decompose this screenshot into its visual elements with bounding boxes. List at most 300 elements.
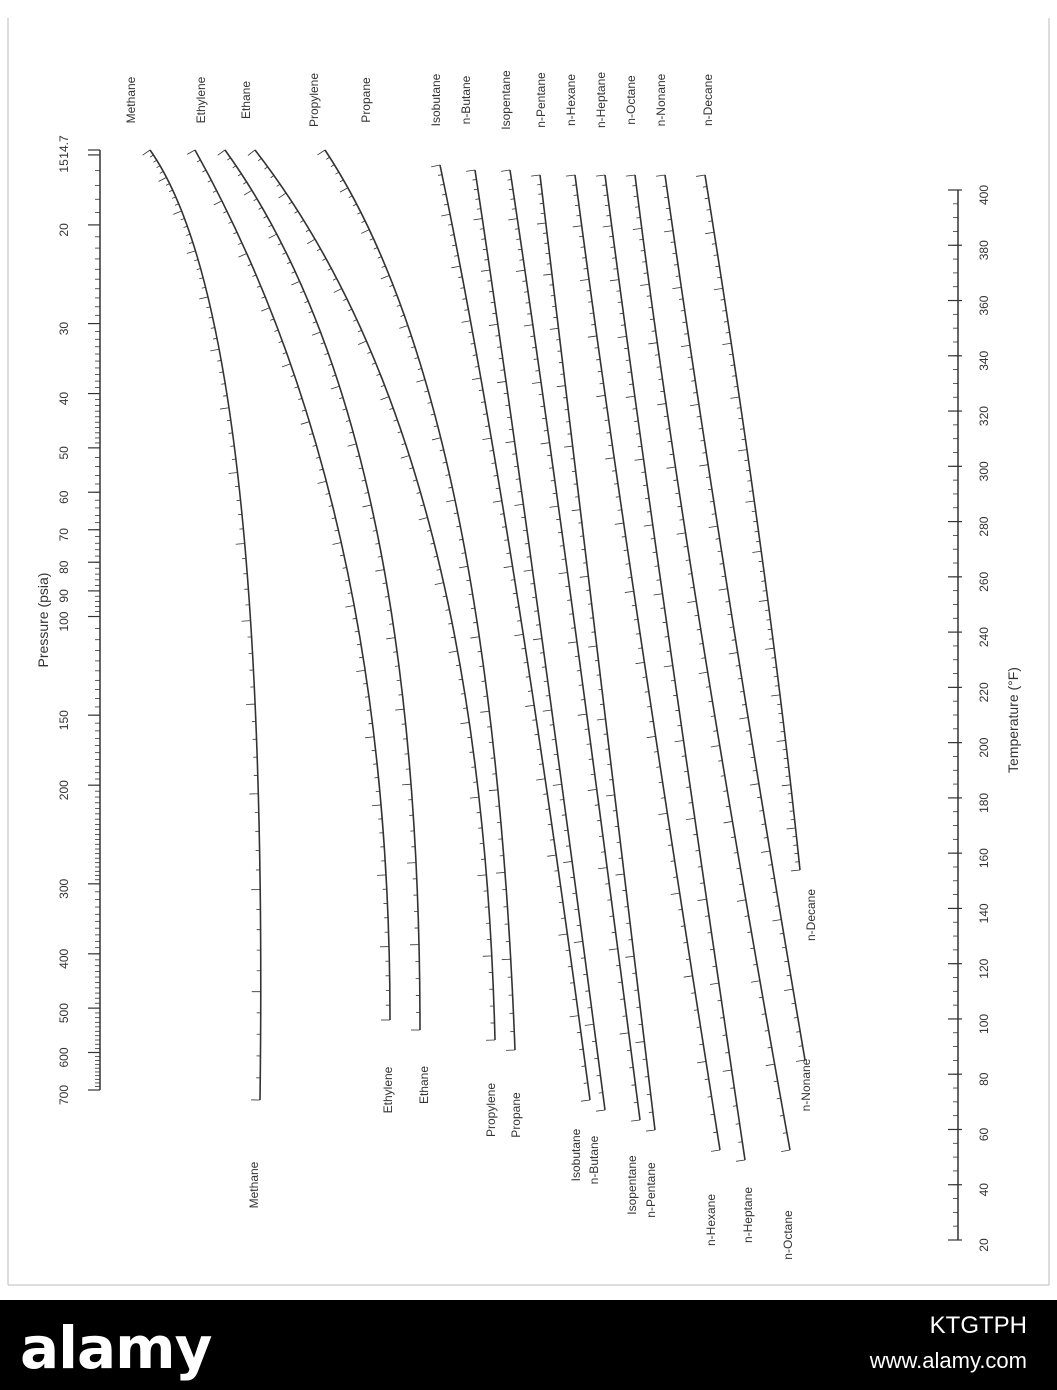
scale-tick-n-pentane [606,795,615,796]
scale-tick-propane [340,188,348,192]
bottom-label-ethane: Ethane [417,1065,431,1105]
scale-tick-n-butane [533,639,542,640]
scale-tick-n-butane [585,1024,594,1025]
scale-tick-n-butane [489,324,498,325]
scale-tick-isopentane [620,1033,629,1034]
scale-tick-propylene [317,249,320,251]
scale-tick-propane [326,157,329,159]
scale-tick-isopentane [616,965,620,966]
scale-tick-isopentane [526,303,530,304]
scale-tick-n-butane [570,877,574,878]
scale-tick-isobutane [536,779,545,780]
scale-tick-propane [335,172,338,174]
scale-tick-n-pentane [564,446,573,447]
scale-curve-n-pentane [540,175,655,1130]
scale-tick-propylene [470,797,479,798]
scale-tick-isopentane [565,586,569,587]
bottom-label-propane: Propane [509,1092,523,1138]
scale-tick-propylene [334,289,342,293]
temperature-tick-label: 160 [977,848,991,869]
scale-tick-isopentane [568,642,577,643]
scale-tick-ethylene [239,253,247,257]
temperature-tick-label: 220 [977,682,991,703]
scale-tick-n-butane [525,543,529,544]
scale-tick-propane [416,380,425,383]
scale-tick-propane [459,566,468,568]
scale-tick-isopentane [629,1067,633,1068]
scale-tick-ethane [362,505,371,507]
scale-tick-isopentane [549,506,558,507]
scale-tick-isopentane [551,480,555,481]
scale-tick-n-nonane [667,219,671,220]
scale-tick-n-octane [626,175,635,176]
scale-tick-n-decane [763,591,767,592]
scale-tick-n-butane [499,358,503,359]
scale-tick-n-decane [759,561,763,562]
scale-tick-ethane [227,158,230,160]
scale-tick-ethane [349,432,353,433]
scale-curve-propylene [255,150,495,1040]
scale-tick-ethylene [214,201,222,205]
pressure-tick-label: 40 [57,391,71,406]
scale-tick-n-heptane [619,313,623,314]
scale-tick-n-nonane [709,526,718,527]
scale-tick-n-octane [633,228,642,229]
scale-tick-n-octane [667,467,676,468]
scale-tick-n-hexane [603,408,607,409]
scale-tick-n-butane [481,270,490,271]
scale-tick-n-heptane [606,215,610,216]
top-label-n-decane: n-Decane [701,73,715,127]
scale-tick-n-butane [530,583,534,584]
scale-tick-n-heptane [602,185,606,186]
scale-tick-propane [370,238,374,240]
scale-tick-ethane [343,409,347,410]
scale-tick-propylene [380,397,388,400]
scale-tick-methane [210,349,219,351]
scale-tick-n-butane [540,653,544,654]
scale-tick-n-octane [644,273,648,274]
scale-tick-isopentane [599,836,603,837]
scale-tick-n-decane [765,610,769,611]
scale-tick-isopentane [530,336,534,337]
top-label-propylene: Propylene [307,72,321,128]
scale-tick-ethane [305,301,309,303]
scale-tick-ethylene [252,275,256,277]
scale-tick-propylene [300,220,303,222]
scale-tick-n-hexane [573,226,582,227]
bottom-label-propylene: Propylene [484,1082,498,1138]
scale-tick-n-butane [506,441,515,442]
scale-tick-n-butane [572,893,576,894]
bottom-label-n-pentane: n-Pentane [644,1162,658,1218]
scale-tick-n-octane [711,746,720,747]
scale-tick-isopentane [609,916,613,917]
temperature-tick-label: 80 [977,1072,991,1086]
scale-tick-n-heptane [657,580,661,581]
scale-tick-n-heptane [661,608,665,609]
scale-tick-n-decane [722,343,731,344]
scale-tick-n-decane [752,551,761,552]
temperature-tick-label: 280 [977,516,991,537]
scale-tick-n-decane [747,481,751,482]
scale-tick-isobutane [504,566,513,567]
scale-tick-propane [424,391,428,392]
scale-tick-propane [432,438,441,440]
pressure-tick-label: 500 [57,1003,71,1024]
scale-tick-isobutane [548,824,552,825]
scale-tick-n-butane [585,991,589,992]
scale-tick-n-butane [505,405,509,406]
scale-tick-isopentane [559,573,568,574]
scale-tick-isobutane [525,705,534,706]
scale-tick-n-hexane [572,185,576,186]
scale-tick-n-decane [705,232,714,233]
scale-tick-n-octane [751,981,760,983]
temperature-tick-label: 360 [977,295,991,316]
scale-tick-n-heptane [644,525,653,526]
bottom-label-methane: Methane [247,1161,261,1209]
scale-tick-n-heptane [636,434,640,435]
bottom-label-n-nonane: n-Nonane [799,1058,813,1112]
scale-tick-n-decane [756,541,760,542]
scale-curve-n-hexane [575,175,720,1150]
scale-tick-n-butane [527,557,531,558]
pressure-tick-label: 80 [57,560,71,574]
scale-tick-n-octane [687,601,696,602]
scale-tick-ethane [243,182,246,184]
scale-tick-isobutane [547,855,556,856]
bottom-label-n-hexane: n-Hexane [704,1193,718,1247]
temperature-tick-label: 320 [977,406,991,427]
scale-tick-n-hexane [566,175,575,176]
scale-tick-ethylene [318,481,327,483]
scale-tick-n-decane [749,491,753,492]
scale-tick-n-pentane [572,510,581,511]
scale-tick-n-heptane [626,396,635,397]
scale-tick-ethane [402,784,411,785]
scale-tick-methane [236,543,245,544]
scale-tick-n-heptane [673,695,677,696]
scale-tick-propylene [289,202,292,204]
scale-tick-methane [166,184,170,186]
scale-tick-isopentane [524,292,528,293]
scale-tick-isobutane [572,999,576,1000]
pressure-tick-label: 20 [57,223,71,237]
scale-tick-isopentane [524,325,533,326]
scale-tick-n-hexane [614,484,618,485]
scale-tick-n-pentane [646,1130,655,1131]
scale-tick-n-butane [550,725,554,726]
scale-tick-n-heptane [675,740,684,741]
scale-tick-propylene [419,518,428,520]
scale-tick-n-heptane [736,1160,745,1161]
scale-tick-n-decane [741,439,745,440]
scale-tick-isobutane [570,1016,579,1017]
scale-tick-isopentane [627,1050,631,1051]
scale-tick-isopentane [567,600,571,601]
scale-tick-propylene [358,341,366,345]
scale-tick-n-butane [524,570,533,571]
top-label-propane: Propane [359,77,373,123]
scale-tick-propylene [343,299,347,301]
scale-tick-n-heptane [603,226,612,227]
scale-tick-isopentane [578,714,587,715]
scale-tick-n-decane [745,501,754,502]
scale-tick-ethylene [301,422,310,425]
scale-curve-ethane [225,150,420,1030]
scale-tick-ethylene [377,875,386,876]
scale-tick-n-heptane [633,409,637,410]
scale-tick-n-decane [738,450,747,451]
scale-tick-isobutane [550,840,554,841]
scale-tick-ethylene [228,222,232,224]
scale-tick-n-heptane [686,787,690,788]
scale-tick-methane [187,251,196,254]
scale-tick-propylene [279,193,286,198]
scale-tick-n-heptane [621,325,625,326]
scale-tick-isopentane [549,468,553,469]
scale-tick-isobutane [472,378,481,380]
scale-tick-propane [489,790,498,791]
scale-tick-n-hexane [596,395,605,396]
scale-tick-ethylene [363,683,367,684]
scale-tick-isopentane [620,999,624,1000]
scale-tick-propylene [469,752,473,753]
scale-tick-n-butane [596,1075,600,1076]
scale-tick-methane [158,177,166,181]
scale-tick-methane [173,211,181,214]
scale-tick-ethylene [372,805,381,806]
scale-tick-isopentane [508,219,517,220]
scale-tick-n-heptane [698,867,702,868]
scale-tick-n-decane [765,648,774,649]
scale-tick-n-decane [730,397,739,398]
scale-tick-n-heptane [710,983,719,984]
scale-tick-n-butane [546,695,550,696]
scale-tick-n-heptane [675,710,679,711]
scale-tick-n-decane [759,600,768,601]
scale-tick-ethane [375,570,384,572]
scale-tick-ethylene [332,543,341,545]
scale-tick-n-butane [495,335,499,336]
scale-tick-n-heptane [624,348,628,349]
bottom-label-n-butane: n-Butane [587,1135,601,1185]
scale-tick-ethane [300,291,304,293]
scale-tick-n-pentane [543,274,552,275]
bottom-label-n-decane: n-Decane [804,888,818,942]
scale-tick-n-octane [642,262,646,263]
scale-tick-propylene [271,175,274,177]
scale-tick-isopentane [605,884,609,885]
temperature-tick-label: 120 [977,958,991,979]
scale-tick-isopentane [542,418,546,419]
scale-tick-n-hexane [607,432,611,433]
pressure-tick-label: 100 [57,611,71,632]
scale-tick-n-pentane [597,719,606,720]
scale-tick-n-butane [553,784,562,785]
scale-tick-n-hexane [581,247,585,248]
scale-tick-n-pentane [550,328,559,329]
scale-tick-isopentane [631,1120,640,1121]
scale-tick-ethylene [367,710,371,711]
scale-tick-n-nonane [690,404,699,405]
scale-tick-n-hexane [615,523,624,524]
scale-curve-n-octane [635,175,790,1150]
scale-tick-n-nonane [750,784,759,785]
scale-tick-n-hexane [684,976,693,977]
scale-tick-n-butane [532,597,536,598]
scale-tick-n-butane [500,370,504,371]
scale-tick-ethane [218,150,225,155]
scale-tick-n-decane [740,429,744,430]
scale-tick-methane [172,197,176,199]
scale-tick-propylene [358,330,362,332]
scale-tick-n-decane [771,658,775,659]
scale-tick-propylene [333,278,337,280]
top-label-methane: Methane [124,76,138,124]
scale-tick-isopentane [556,519,560,520]
scale-tick-ethylene [238,243,242,245]
scale-tick-isobutane [514,634,523,635]
scale-tick-propylene [449,651,458,653]
scale-tick-methane [169,190,173,192]
scale-tick-n-hexane [584,268,588,269]
scale-tick-isobutane [462,321,471,323]
scale-tick-n-decane [768,629,772,630]
scale-tick-n-butane [512,454,516,455]
scale-tick-isopentane [532,347,536,348]
scale-tick-n-heptane [605,205,609,206]
scale-tick-propane [418,368,422,369]
scale-tick-n-butane [583,974,587,975]
scale-tick-n-decane [766,620,770,621]
scale-tick-n-heptane [671,680,675,681]
scale-tick-methane [220,408,229,409]
scale-tick-n-octane [657,367,661,368]
scale-tick-isopentane [501,170,510,171]
scale-tick-n-nonane [784,989,793,990]
scale-tick-isopentane [609,949,618,950]
scale-tick-isopentane [588,789,597,790]
scale-tick-n-heptane [635,459,644,460]
scale-tick-isopentane [607,900,611,901]
scale-tick-ethylene [202,170,206,172]
scale-tick-n-butane [566,846,570,847]
scale-tick-propylene [264,167,267,169]
scale-tick-n-butane [523,530,527,531]
scale-tick-n-heptane [627,372,631,373]
scale-tick-n-butane [489,291,493,292]
scale-tick-n-hexane [697,1061,706,1062]
scale-tick-n-butane [562,815,566,816]
scale-tick-n-butane [577,925,581,926]
scale-tick-n-heptane [695,850,699,851]
top-label-isobutane: Isobutane [429,73,443,127]
scale-tick-isobutane [581,1100,590,1101]
scale-tick-ethane [395,709,404,710]
scale-tick-propane [378,257,382,259]
scale-tick-n-heptane [677,725,681,726]
scale-tick-isopentane [527,314,531,315]
scale-tick-isobutane [557,886,561,887]
scale-tick-propylene [417,492,421,493]
scale-tick-methane [143,150,150,155]
scale-tick-propylene [328,268,332,270]
scale-tick-n-heptane [618,336,627,337]
scale-tick-propane [357,212,361,214]
scale-tick-ethane [292,272,296,274]
scale-tick-propylene [420,505,424,506]
scale-tick-n-nonane [663,186,667,187]
scale-tick-propylene [477,875,486,876]
scale-tick-n-octane [655,355,659,356]
scale-tick-n-hexane [579,236,583,237]
scale-tick-n-nonane [739,718,748,719]
scale-tick-isopentane [581,699,585,700]
scale-tick-n-butane [596,1110,605,1111]
scale-tick-propane [477,651,481,652]
scale-tick-n-decane [771,695,780,696]
scale-tick-n-hexane [711,1150,720,1151]
scale-tick-ethylene [248,264,252,266]
scale-tick-n-octane [635,207,639,208]
scale-tick-n-butane [560,799,564,800]
scale-tick-n-butane [581,958,585,959]
scale-tick-n-butane [542,667,546,668]
scale-tick-n-pentane [537,223,546,224]
scale-tick-propylene [413,480,417,481]
scale-tick-methane [229,473,238,474]
scale-tick-n-octane [658,379,662,380]
top-label-isopentane: Isopentane [499,70,513,130]
scale-tick-n-heptane [693,834,697,835]
scale-tick-n-butane [473,219,482,220]
scale-tick-isopentane [571,628,575,629]
scale-tick-n-heptane [689,803,693,804]
scale-tick-ethylene [223,211,227,213]
pressure-axis-label: Pressure (psia) [35,572,51,668]
scale-tick-isopentane [612,932,616,933]
scale-tick-n-hexane [612,471,616,472]
top-label-n-pentane: n-Pentane [534,72,548,128]
scale-tick-isobutane [546,809,550,810]
scale-tick-ethylene [257,286,261,288]
scale-tick-isobutane [570,983,574,984]
scale-tick-ethane [269,234,277,238]
scale-tick-n-butane [563,861,572,862]
scale-tick-n-butane [507,417,511,418]
scale-tick-propylene [409,468,413,469]
scale-tick-isopentane [562,559,566,560]
scale-tick-n-butane [514,504,523,505]
scale-tick-n-octane [766,1064,775,1066]
scale-tick-n-nonane [772,919,781,920]
pressure-tick-label: 15 [57,159,71,173]
footer-image-id: KTGTPH [929,1312,1027,1339]
scale-tick-n-butane [514,466,518,467]
scale-tick-isobutane [558,934,567,935]
top-label-n-heptane: n-Heptane [594,71,608,129]
scale-tick-n-hexane [588,302,592,303]
scale-tick-isopentane [601,852,605,853]
scale-tick-ethylene [302,410,306,411]
scale-tick-methane [157,166,160,168]
scale-tick-n-pentane [636,1042,645,1043]
scale-tick-propane [470,637,479,638]
temperature-tick-label: 200 [977,737,991,758]
scale-tick-propane [483,696,487,697]
